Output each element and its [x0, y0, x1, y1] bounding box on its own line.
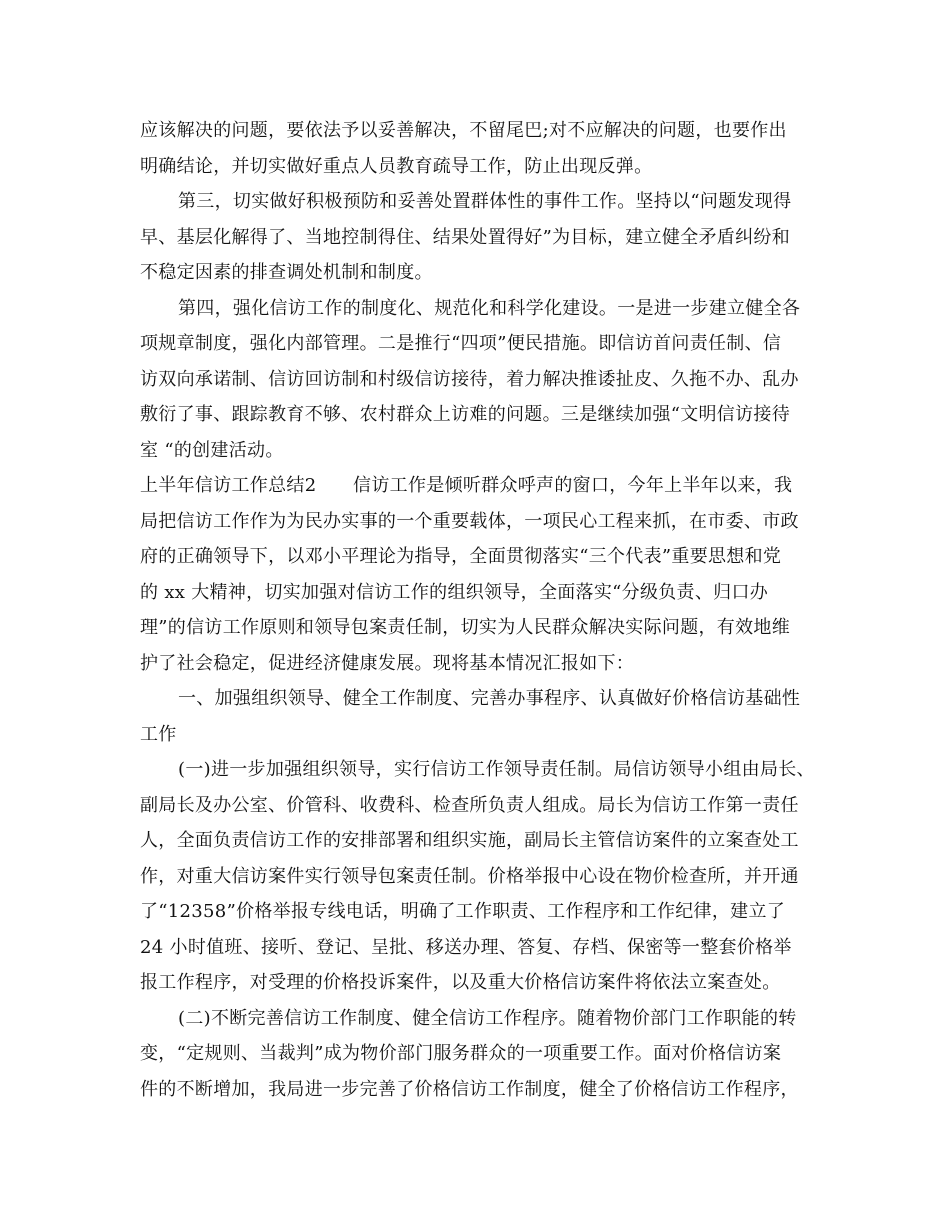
- text-line: 理”的信访工作原则和领导包案责任制，切实为人民群众解决实际问题，有效地维: [140, 617, 790, 638]
- text-line: 了“12358”价格举报专线电话，明确了工作职责、工作程序和工作纪律，建立了: [140, 901, 786, 922]
- text-line: 报工作程序，对受理的价格投诉案件，以及重大价格信访案件将依法立案查处。: [140, 972, 781, 993]
- text-line: 工作: [140, 723, 177, 745]
- text-line: 的 xx 大精神，切实加强对信访工作的组织领导，全面落实“分级负责、归口办: [140, 581, 769, 603]
- section-heading-line: 上半年信访工作总结2 信访工作是倾听群众呼声的窗口，今年上半年以来，我: [140, 475, 793, 496]
- text-line: 人，全面负责信访工作的安排部署和组织实施，副局长主管信访案件的立案查处工: [140, 830, 799, 851]
- text-line: 护了社会稳定，促进经济健康发展。现将基本情况汇报如下：: [140, 652, 635, 674]
- text-line: 24 小时值班、接听、登记、呈批、移送办理、答复、存档、保密等一整套价格举: [140, 936, 792, 958]
- text-line: 明确结论，并切实做好重点人员教育疏导工作，防止出现反弹。: [140, 155, 653, 177]
- text-line: 变，“定规则、当裁判”成为物价部门服务群众的一项重要工作。面对价格信访案: [140, 1043, 782, 1064]
- text-line: 府的正确领导下，以邓小平理论为指导，全面贯彻落实“三个代表”重要思想和党: [140, 546, 782, 567]
- text-line: 访双向承诺制、信访回访制和村级信访接待，着力解决推诿扯皮、久拖不办、乱办: [140, 368, 799, 390]
- text-line: 应该解决的问题，要依法予以妥善解决，不留尾巴;对不应解决的问题，也要作出: [140, 120, 787, 141]
- document-body: [140, 113, 820, 1107]
- text-line: 室 “的创建活动。: [140, 439, 284, 461]
- text-line: 第三，切实做好积极预防和妥善处置群体性的事件工作。坚持以“问题发现得: [178, 191, 792, 212]
- text-line: 敷衍了事、跟踪教育不够、农村群众上访难的问题。三是继续加强“文明信访接待: [140, 404, 790, 425]
- text-line: 第四，强化信访工作的制度化、规范化和科学化建设。一是进一步建立健全各: [178, 297, 801, 319]
- text-line: 项规章制度，强化内部管理。二是推行“四项”便民措施。即信访首问责任制、信: [140, 333, 782, 354]
- text-line: 副局长及办公室、价管科、收费科、检查所负责人组成。局长为信访工作第一责任: [140, 794, 799, 816]
- text-line: 不稳定因素的排查调处机制和制度。: [140, 262, 433, 283]
- text-line: (一)进一步加强组织领导，实行信访工作领导责任制。局信访领导小组由局长、: [178, 759, 815, 780]
- text-line: 件的不断增加，我局进一步完善了价格信访工作制度，健全了价格信访工作程序，: [140, 1078, 799, 1100]
- text-line: 局把信访工作作为为民办实事的一个重要载体，一项民心工程来抓，在市委、市政: [140, 510, 799, 532]
- text-line: 作，对重大信访案件实行领导包案责任制。价格举报中心设在物价检查所，并开通: [140, 865, 799, 887]
- text-line: 一、加强组织领导、健全工作制度、完善办事程序、认真做好价格信访基础性: [178, 688, 801, 709]
- text-line: 早、基层化解得了、当地控制得住、结果处置得好”为目标，建立健全矛盾纠纷和: [140, 226, 790, 248]
- text-line: (二)不断完善信访工作制度、健全信访工作程序。随着物价部门工作职能的转: [178, 1007, 797, 1029]
